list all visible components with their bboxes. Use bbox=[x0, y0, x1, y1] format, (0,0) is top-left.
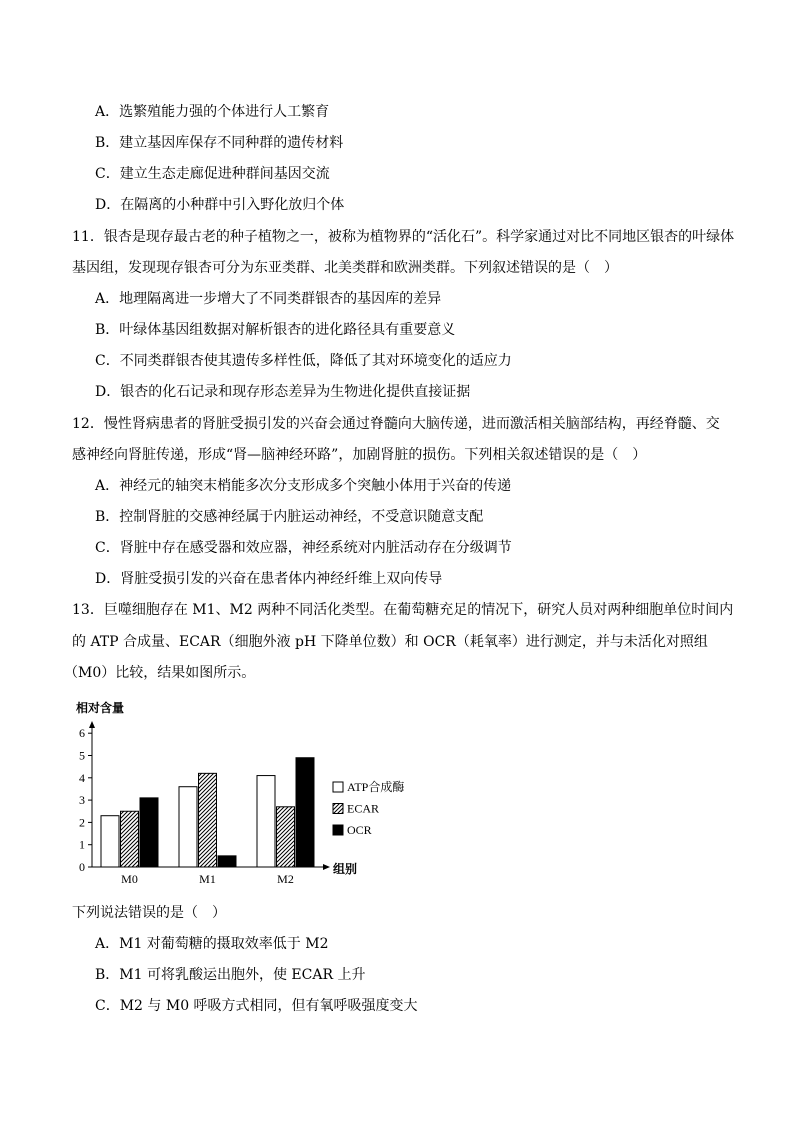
q10-option-c: C．建立生态走廊促进种群间基因交流 bbox=[95, 166, 330, 182]
legend-label: ATP合成酶 bbox=[347, 780, 405, 794]
legend-label: ECAR bbox=[347, 801, 380, 816]
q12-option-d: D．肾脏受损引发的兴奋在患者体内神经纤维上双向传导 bbox=[95, 571, 443, 587]
bar-chart bbox=[60, 695, 440, 895]
bar-m0-atp bbox=[101, 816, 119, 867]
bar-m0-ecar bbox=[121, 811, 139, 867]
q11-option-d: D．银杏的化石记录和现存形态差异为生物进化提供直接证据 bbox=[95, 384, 471, 400]
q11-stem-line-1: 11．银杏是现存最古老的种子植物之一，被称为植物界的“活化石”。科学家通过对比不同地区银杏的叶绿体 bbox=[72, 229, 735, 245]
bar-m0-ocr bbox=[140, 798, 158, 867]
bar-m2-atp bbox=[257, 776, 275, 867]
x-category-label: M1 bbox=[199, 872, 216, 886]
y-tick-label: 2 bbox=[79, 815, 85, 830]
q13-stem-line-2: 的 ATP 合成量、ECAR（细胞外液 pH 下降单位数）和 OCR（耗氧率）进行测定，并与未活化对照组 bbox=[72, 634, 708, 650]
legend-label: OCR bbox=[347, 823, 372, 837]
bar-m2-ecar bbox=[277, 807, 295, 867]
q11-stem-line-2: 基因组，发现现存银杏可分为东亚类群、北美类群和欧洲类群。下列叙述错误的是（ ） bbox=[72, 260, 618, 276]
q13-option-a: A．M1 对葡萄糖的摄取效率低于 M2 bbox=[95, 936, 329, 952]
q13-stem-line-1: 13．巨噬细胞存在 M1、M2 两种不同活化类型。在葡萄糖充足的情况下，研究人员对两种细胞单位时间内 bbox=[72, 602, 734, 618]
legend-swatch bbox=[333, 782, 343, 792]
y-tick-label: 4 bbox=[79, 770, 85, 785]
q11-option-c: C．不同类群银杏使其遗传多样性低，降低了其对环境变化的适应力 bbox=[95, 353, 512, 369]
q12-stem-line-2: 感神经向肾脏传递，形成“肾—脑神经环路”，加剧肾脏的损伤。下列相关叙述错误的是（ ） bbox=[72, 447, 647, 463]
y-tick-label: 6 bbox=[79, 726, 85, 741]
q13-prompt: 下列说法错误的是（ ） bbox=[72, 905, 226, 921]
q13-option-c: C．M2 与 M0 呼吸方式相同，但有氧呼吸强度变大 bbox=[95, 998, 418, 1014]
q12-option-a: A．神经元的轴突末梢能多次分支形成多个突触小体用于兴奋的传递 bbox=[95, 478, 512, 494]
q11-option-b: B．叶绿体基因组数据对解析银杏的进化路径具有重要意义 bbox=[95, 322, 456, 338]
x-axis-arrow-icon bbox=[323, 864, 330, 870]
q13-option-b: B．M1 可将乳酸运出胞外，使 ECAR 上升 bbox=[95, 967, 366, 983]
q13-stem-line-3: （M0）比较，结果如图所示。 bbox=[64, 665, 256, 681]
bar-m1-ocr bbox=[218, 856, 236, 867]
y-tick-label: 0 bbox=[79, 860, 85, 874]
q12-option-c: C．肾脏中存在感受器和效应器，神经系统对内脏活动存在分级调节 bbox=[95, 540, 512, 556]
y-tick-label: 1 bbox=[79, 837, 85, 852]
bar-m1-atp bbox=[179, 787, 197, 867]
q12-stem-line-1: 12．慢性肾病患者的肾脏受损引发的兴奋会通过脊髓向大脑传递，进而激活相关脑部结构，再经脊髓、交 bbox=[72, 416, 720, 432]
bar-m1-ecar bbox=[199, 773, 217, 867]
legend-swatch bbox=[333, 804, 343, 814]
y-tick-label: 3 bbox=[79, 793, 85, 808]
y-tick-label: 5 bbox=[79, 748, 85, 763]
q12-option-b: B．控制肾脏的交感神经属于内脏运动神经，不受意识随意支配 bbox=[95, 509, 484, 525]
x-axis-label: 组别 bbox=[333, 862, 358, 876]
y-axis-label: 相对含量 bbox=[76, 701, 125, 715]
y-axis-arrow-icon bbox=[89, 721, 95, 728]
x-category-label: M2 bbox=[277, 872, 294, 886]
q10-option-a: A．选繁殖能力强的个体进行人工繁育 bbox=[95, 104, 330, 120]
x-category-label: M0 bbox=[121, 872, 138, 886]
legend-swatch bbox=[333, 825, 343, 835]
bar-m2-ocr bbox=[296, 758, 314, 867]
q11-option-a: A．地理隔离进一步增大了不同类群银杏的基因库的差异 bbox=[95, 291, 442, 307]
q10-option-d: D．在隔离的小种群中引入野化放归个体 bbox=[95, 197, 345, 213]
q10-option-b: B．建立基因库保存不同种群的遗传材料 bbox=[95, 135, 344, 151]
